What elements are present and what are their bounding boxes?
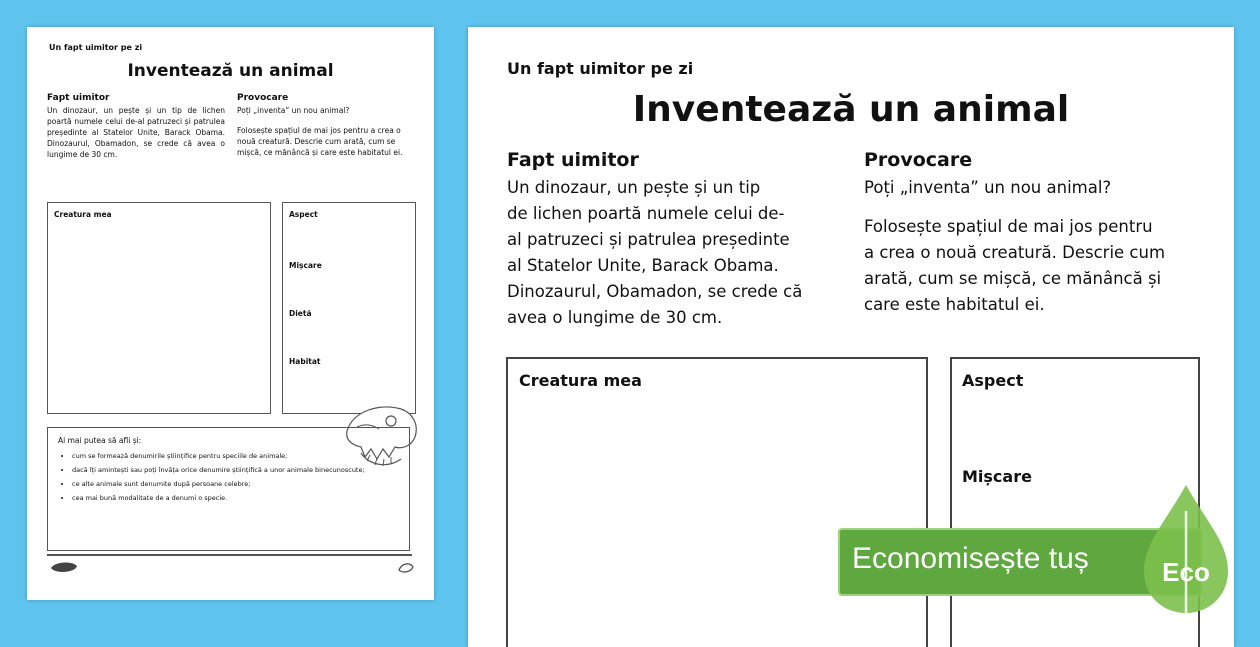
- thumbnail-page-preview[interactable]: [27, 27, 434, 600]
- fact-line: de lichen poartă numele celui de-: [507, 204, 785, 223]
- thumbnail-subtitle: Un fapt uimitor pe zi: [49, 43, 143, 52]
- movement-label: Mișcare: [962, 467, 1032, 486]
- fact-line: al patruzeci și patrulea președinte: [507, 230, 790, 249]
- thumbnail-aspect-label: Aspect: [289, 210, 318, 219]
- thumbnail-habitat-label: Habitat: [289, 357, 321, 366]
- thumbnail-challenge-heading: Provocare: [237, 93, 289, 103]
- leaf-icon: [1138, 481, 1234, 631]
- thumbnail-footer-line: [47, 554, 412, 556]
- fact-text: [507, 175, 845, 331]
- aspect-label: Aspect: [962, 371, 1024, 390]
- thumbnail-challenge-question: Poți „inventa” un nou animal?: [237, 106, 350, 115]
- creature-label: Creatura mea: [519, 371, 642, 390]
- fact-line: avea o lungime de 30 cm.: [507, 308, 723, 327]
- thumbnail-creature-box: [47, 202, 271, 414]
- footer-mark-icon: [397, 560, 415, 574]
- thumbnail-more-box: [47, 427, 410, 551]
- thumbnail-more-list: [48, 451, 409, 503]
- eco-badge-label: Economisește tuș: [852, 542, 1089, 575]
- fact-heading: Fapt uimitor: [507, 149, 639, 171]
- list-item: • cea mai bună modalitate de a denumi o specie.: [72, 493, 409, 503]
- thumbnail-title: Inventează un animal: [127, 61, 334, 81]
- challenge-heading: Provocare: [864, 149, 973, 171]
- thumbnail-aspect-box: [282, 202, 416, 414]
- challenge-question: Poți „inventa” un nou animal?: [864, 178, 1112, 197]
- publisher-logo-icon: [49, 560, 79, 574]
- challenge-line: a crea o nouă creatură. Descrie cum: [864, 243, 1166, 262]
- challenge-text: [864, 214, 1204, 318]
- fact-line: Un dinozaur, un pește și un tip: [507, 178, 761, 197]
- creature-drawing-box[interactable]: [506, 357, 928, 647]
- fact-line: al Statelor Unite, Barack Obama.: [507, 256, 779, 275]
- challenge-line: arată, cum se mișcă, ce mănâncă și: [864, 269, 1162, 288]
- thumbnail-challenge-text: Folosește spațiul de mai jos pentru a crea o nouă creatură. Descrie cum arată, cum se mișcă, ce mănâncă și care este habitatul ei.: [237, 126, 403, 157]
- worksheet-subtitle: Un fapt uimitor pe zi: [507, 59, 694, 78]
- eco-badge[interactable]: [838, 528, 1234, 598]
- eco-leaf-label: Eco: [1162, 557, 1210, 587]
- list-item: • cum se formează denumirile științifice pentru speciile de animale;: [72, 451, 409, 461]
- challenge-line: care este habitatul ei.: [864, 295, 1045, 314]
- fact-line: Dinozaurul, Obamadon, se crede că: [507, 282, 803, 301]
- thumbnail-creature-label: Creatura mea: [54, 210, 112, 219]
- worksheet-title: Inventează un animal: [632, 89, 1070, 130]
- thumbnail-fact-text: Un dinozaur, un pește și un tip de lichen poartă numele celui de-al patruzeci și patrulea președinte al Statelor Unite, Barack Obama. Dinozaurul, Obamadon, se crede că avea o lungime de 30 cm.: [47, 106, 225, 159]
- thumbnail-diet-label: Dietă: [289, 309, 312, 318]
- thumbnail-fact-heading: Fapt uimitor: [47, 93, 110, 103]
- challenge-line: Folosește spațiul de mai jos pentru: [864, 217, 1153, 236]
- thumbnail-more-heading: Ai mai putea să afli și:: [58, 436, 142, 445]
- list-item: • ce alte animale sunt denumite după persoane celebre;: [72, 479, 409, 489]
- list-item: • dacă îți amintești sau poți învăța orice denumire științifică a unor animale binecunoscute;: [72, 465, 409, 475]
- thumbnail-movement-label: Mișcare: [289, 261, 322, 270]
